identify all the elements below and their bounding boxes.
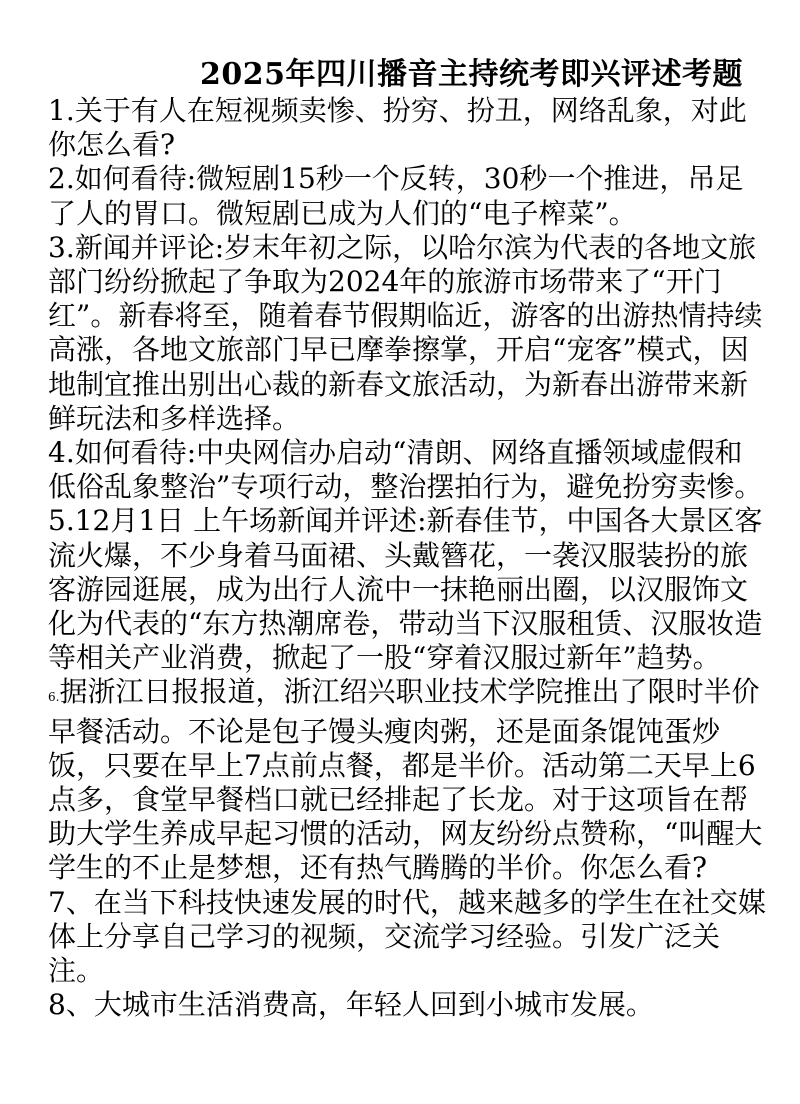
question-text: 大城市生活消费高，年轻人回到小城市发展。 xyxy=(93,988,654,1022)
question-5 xyxy=(48,504,768,675)
document-title: 2025年四川播音主持统考即兴评述考题 xyxy=(200,57,743,92)
question-number: 5. xyxy=(48,504,75,538)
question-text: 新闻并评论:岁末年初之际，以哈尔滨为代表的各地文旅部门纷纷掀起了争取为2024年的旅游市场带来了“开门红”。新春将至，随着春节假期临近，游客的出游热情持续高涨，各地文旅部门早已摩拳擦掌，开启“宠客”模式，因地制宜推出别出心裁的新春文旅活动，为新春出游带来新鲜玩法和多样选择。 xyxy=(48,230,763,435)
question-number: 2. xyxy=(48,162,75,196)
question-4 xyxy=(48,436,768,504)
question-number: 4. xyxy=(48,436,75,470)
question-text: 如何看待:中央网信办启动“清朗、网络直播领域虚假和低俗乱象整治”专项行动，整治摆拍行为，避免扮穷卖惨。 xyxy=(48,436,763,504)
question-6 xyxy=(48,675,768,885)
question-3 xyxy=(48,231,768,436)
question-number: 6. xyxy=(48,690,60,705)
question-text: 12月1日 上午场新闻并评述:新春佳节，中国各大景区客流火爆，不少身着马面裙、头戴簪花，一袭汉服装扮的旅客游园逛展，成为出行人流中一抹艳丽出圈，以汉服饰文化为代表的“东方热潮席卷，带动当下汉服租赁、汉服妆造等相关产业消费，掀起了一股“穿着汉服过新年”趋势。 xyxy=(48,504,763,675)
question-number: 3. xyxy=(48,230,75,264)
question-text: 关于有人在短视频卖惨、扮穷、扮丑，网络乱象，对此你怎么看? xyxy=(48,94,747,162)
question-number: 7、 xyxy=(48,885,94,919)
question-text: 在当下科技快速发展的时代，越来越多的学生在社交媒体上分享自己学习的视频，交流学习经验。引发广泛关注。 xyxy=(48,885,766,988)
question-8 xyxy=(48,988,768,1022)
question-number: 8、 xyxy=(48,988,94,1022)
question-7 xyxy=(48,886,768,989)
question-number: 1. xyxy=(48,94,75,127)
question-text: 如何看待:微短剧15秒一个反转，30秒一个推进，吊足了人的胃口。微短剧已成为人们的“电子榨菜”。 xyxy=(48,162,744,230)
question-2 xyxy=(48,162,768,230)
question-1 xyxy=(48,94,768,162)
question-list xyxy=(48,94,768,1022)
question-text: 据浙江日报报道，浙江绍兴职业技术学院推出了限时半价早餐活动。不论是包子馒头瘦肉粥，还是面条馄饨蛋炒饭，只要在早上7点前点餐，都是半价。活动第二天早上6点多，食堂早餐档口就已经排起了长龙。对于这项旨在帮助大学生养成早起习惯的活动，网友纷纷点赞称，“叫醒大学生的不止是梦想，还有热气腾腾的半价。你怎么看? xyxy=(48,675,763,885)
